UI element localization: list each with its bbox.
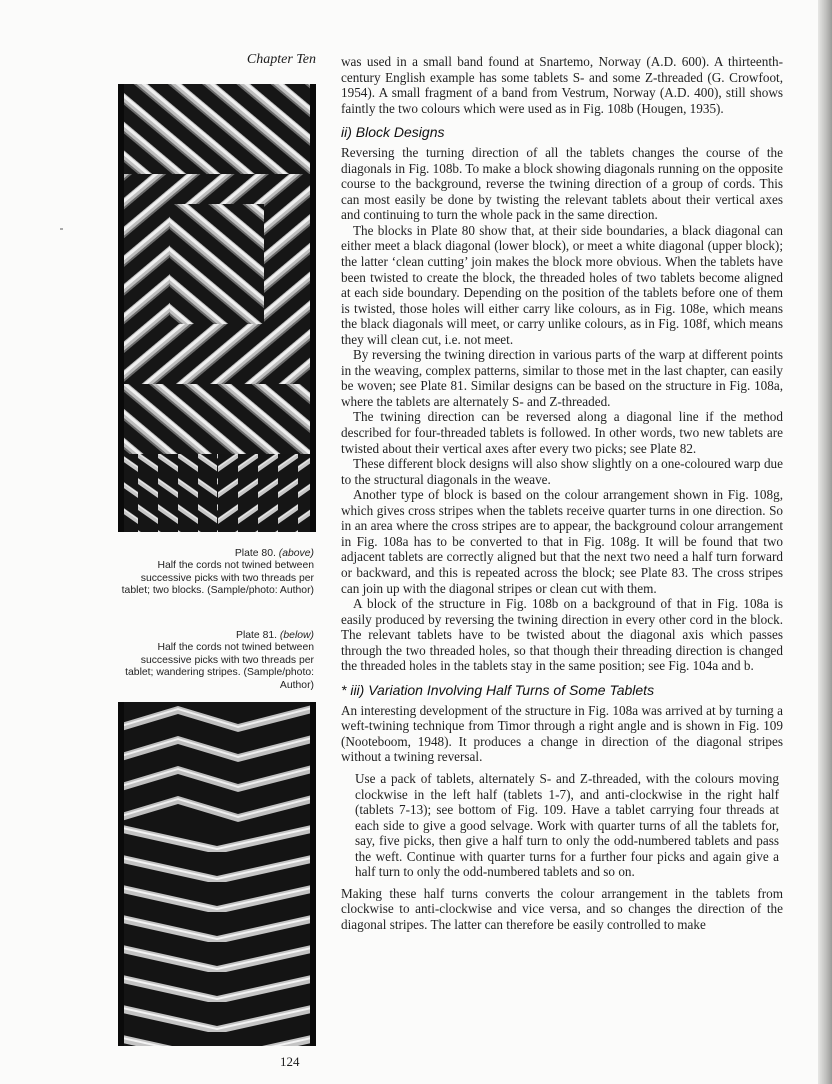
plate-81-caption: [120, 630, 314, 692]
body-text-column: [341, 54, 783, 932]
woven-band-stripes-icon: [118, 702, 316, 1046]
scan-speck: [60, 228, 63, 230]
plate-81-photo: [118, 702, 316, 1046]
section-heading-half-turns: * iii) Variation Involving Half Turns of Some Tablets: [341, 681, 655, 698]
paragraph: These different block designs will also show slightly on a one-coloured warp due to the structural diagonals in the weave.: [341, 456, 783, 487]
section-heading-block-designs: ii) Block Designs: [341, 124, 445, 141]
plate-81-label: Plate 81. (below): [236, 630, 314, 641]
plate-80-description: Half the cords not twined between successive picks with two threads per tablet; two blocks. (Sample/photo: Author): [121, 560, 314, 597]
plate-80-label: Plate 80. (above): [234, 548, 314, 559]
scan-edge-shadow: [818, 0, 832, 1084]
paragraph: The blocks in Plate 80 show that, at their side boundaries, a black diagonal can either meet a black diagonal (lower block), or meet a white diagonal (upper block); the latter ‘clean cutting’ join makes the block more obvious. When the tablets have been twisted to create the block, the threaded holes of two tablets become aligned at each side boundary. Depending on the position of the tablets before one of them is twisted, those holes will either carry like colours, as in Fig. 108e, which means the black diagonals will meet, or carry unlike colours, as in Fig. 108f, which means they will clean cut, i.e. not meet.: [341, 222, 783, 347]
plate-80-caption: [120, 548, 314, 598]
paragraph: An interesting development of the structure in Fig. 108a was arrived at by turning a weft-twining technique from Timor through a right angle and is shown in Fig. 109 (Nooteboom, 1948). It produces a change in direction of the diagonal stripes without a twining reversal.: [341, 702, 783, 765]
instruction-block: Use a pack of tablets, alternately S- and Z-threaded, with the colours moving clockwise in the left half (tablets 1-7), and anti-clockwise in the right half (tablets 7-13); see bottom of Fig. 109. Have a tablet carrying four threads at each side to give a good selvage. Work with quarter turns of all the tablets for, say, five picks, then give a half turn to only the odd-numbered tablets and pass the weft. Continue with quarter turns for a further four picks and again give a half turn to only the odd-numbered tablets and so on.: [355, 770, 779, 880]
paragraph: A block of the structure in Fig. 108b on a background of that in Fig. 108a is easily produced by reversing the twining direction in every other cord in the block. The relevant tablets have to be twisted about the diagonal axis which passes through the two threaded holes, so that though their threading direction is changed the threaded holes in the tablets stay in the same position; see Fig. 104a and b.: [341, 596, 783, 674]
plate-81-description: Half the cords not twined between successive picks with two threads per tablet; wandering stripes. (Sample/photo: Author): [125, 642, 314, 691]
paragraph: Another type of block is based on the colour arrangement shown in Fig. 108g, which gives cross stripes when the tablets receive quarter turns in one direction. So in an area where the cross stripes are to appear, the background colour arrangement in Fig. 108a has to be converted to that in Fig. 108g. It will be found that two adjacent tablets are correctly aligned but that the next two need a half turn forward or backward, and this is repeated across the block; see Plate 83. The cross stripes can join up with the diagonal stripes or clean cut with them.: [341, 487, 783, 596]
plate-80-photo: [118, 84, 316, 532]
paragraph: The twining direction can be reversed along a diagonal line if the method described for four-threaded tablets is followed. In other words, two new tablets are twisted about their vertical axes after every two picks; see Plate 82.: [341, 409, 783, 456]
woven-band-blocks-icon: [118, 84, 316, 532]
paragraph: was used in a small band found at Snartemo, Norway (A.D. 600). A thirteenth-century English example has some tablets S- and some Z-threaded (G. Crowfoot, 1954). A small fragment of a band from Vestrum, Norway (A.D. 400), still shows faintly the two colours which were used as in Fig. 108b (Hougen, 1935).: [341, 54, 783, 116]
paragraph: Making these half turns converts the colour arrangement in the tablets from clockwise to anti-clockwise and vice versa, and so changes the direction of the diagonal stripes. The latter can therefore be easily controlled to make: [341, 885, 783, 932]
page-number: 124: [280, 1054, 300, 1069]
paragraph: Reversing the turning direction of all the tablets changes the course of the diagonals in Fig. 108b. To make a block showing diagonals running on the opposite course to the background, reverse the twining direction of a group of cords. This can most easily be done by twisting the relevant tablets about their vertical axes and continuing to turn the whole pack in the same direction.: [341, 145, 783, 223]
paragraph: By reversing the twining direction in various parts of the warp at different points in the weaving, complex patterns, similar to those met in the last chapter, can easily be woven; see Plate 81. Similar designs can be based on the structure in Fig. 108a, where the tablets are alternately S- and Z-threaded.: [341, 347, 783, 409]
running-head: Chapter Ten: [246, 52, 316, 67]
